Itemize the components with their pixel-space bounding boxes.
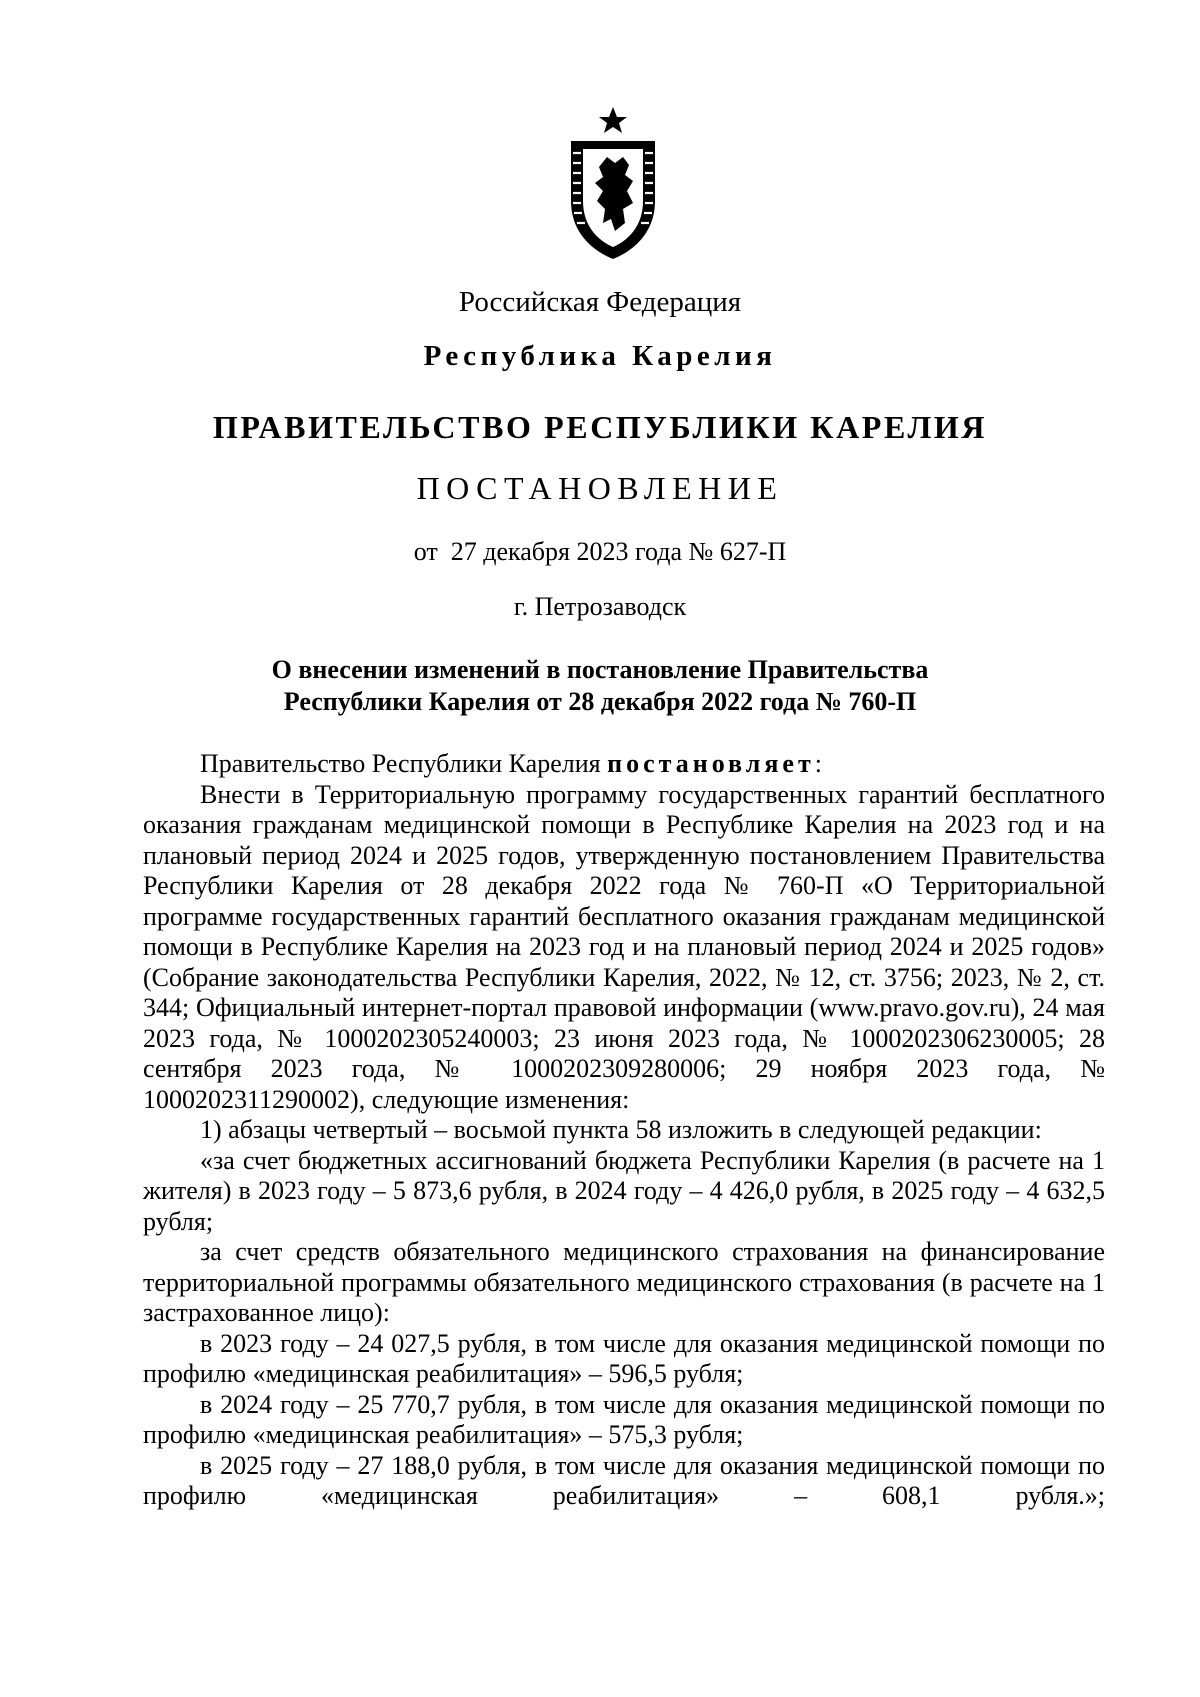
preamble-verb: постановляет bbox=[607, 749, 815, 778]
document-date-number: от 27 декабря 2023 года № 627-П bbox=[413, 537, 787, 566]
preamble-colon: : bbox=[814, 749, 822, 778]
year-2025-paragraph: в 2025 году – 27 188,0 рубля, в том числе для оказания медицинской помощи по профилю «медицинская реабилитация» – 608,1 рубля.»; bbox=[143, 1450, 1105, 1510]
document-city: г. Петрозаводск bbox=[513, 592, 687, 621]
document-subject bbox=[0, 654, 1200, 718]
amendment-item-1: 1) абзацы четвертый – восьмой пункта 58 изложить в следующей редакции: bbox=[200, 1115, 1042, 1144]
main-paragraph: Внести в Территориальную программу государственных гарантий бесплатного оказания гражданам медицинской помощи в Республике Карелия на 2023 год и на плановый период 2024 и 2025 годов, утвержденную постановлением Правительства Республики Карелия от 28 декабря 2022 года № 760-П «О Территориальной программе государственных гарантий бесплатного оказания гражданам медицинской помощи в Республике Карелия на 2023 год и на плановый период 2024 и 2025 годов» (Собрание законодательства Республики Карелия, 2022, № 12, ст. 3756; 2023, № 2, ст. 344; Официальный интернет-портал правовой информации (www.pravo.gov.ru), 24 мая 2023 года, № 1000202305240003; 23 июня 2023 года, № 1000202306230005; 28 сентября 2023 года, № 1000202309280006; 29 ноября 2023 года, № 1000202311290002), следующие изменения: bbox=[143, 779, 1105, 1114]
coat-of-arms-emblem bbox=[563, 105, 663, 263]
federation-heading: Российская Федерация bbox=[458, 286, 742, 318]
document-body bbox=[143, 749, 1105, 1512]
subject-line-2: Республики Карелия от 28 декабря 2022 года № 760-П bbox=[283, 687, 917, 716]
year-2024-paragraph: в 2024 году – 25 770,7 рубля, в том числе для оказания медицинской помощи по профилю «медицинская реабилитация» – 575,3 рубля; bbox=[143, 1389, 1105, 1449]
preamble-text: Правительство Республики Карелия bbox=[200, 749, 608, 778]
subject-line-1: О внесении изменений в постановление Правительства bbox=[271, 655, 929, 684]
document-type-heading: ПОСТАНОВЛЕНИЕ bbox=[416, 470, 784, 506]
government-heading: ПРАВИТЕЛЬСТВО РЕСПУБЛИКИ КАРЕЛИЯ bbox=[212, 409, 988, 445]
oms-paragraph: за счет средств обязательного медицинского страхования на финансирование территориальной программы обязательного медицинского страхования (в расчете на 1 застрахованное лицо): bbox=[143, 1237, 1105, 1327]
preamble-paragraph bbox=[143, 749, 1105, 780]
year-2023-paragraph: в 2023 году – 24 027,5 рубля, в том числе для оказания медицинской помощи по профилю «медицинская реабилитация» – 596,5 рубля; bbox=[143, 1328, 1105, 1388]
republic-heading: Республика Карелия bbox=[423, 340, 777, 372]
budget-paragraph: «за счет бюджетных ассигнований бюджета Республики Карелия (в расчете на 1 жителя) в 2023 году – 5 873,6 рубля, в 2024 году – 4 426,0 рубля, в 2025 году – 4 632,5 рубля; bbox=[143, 1145, 1105, 1236]
